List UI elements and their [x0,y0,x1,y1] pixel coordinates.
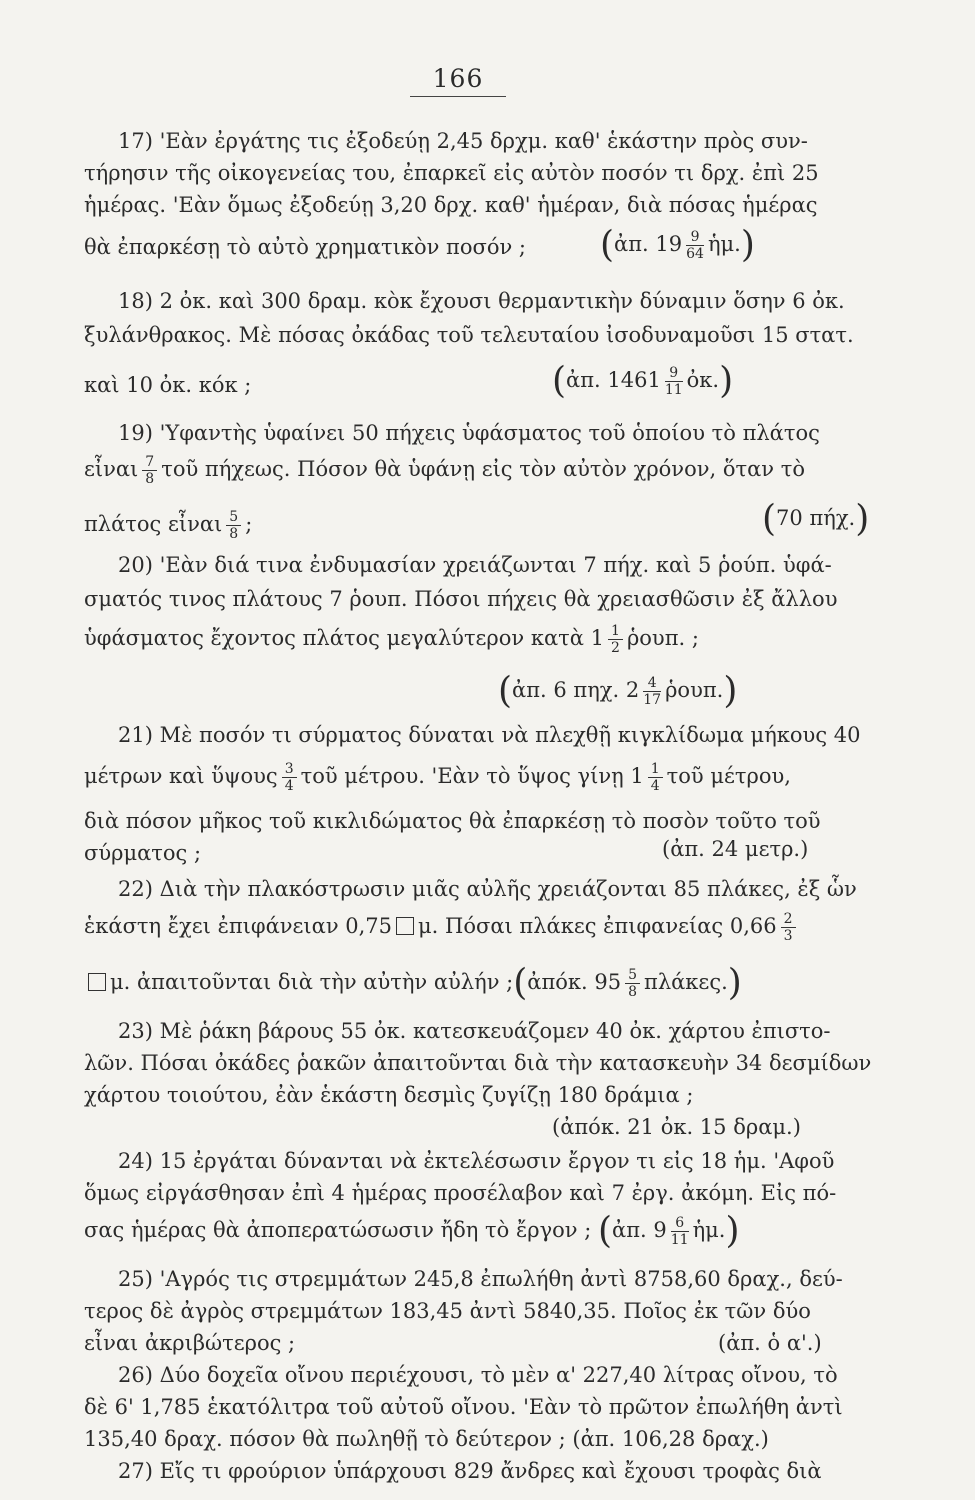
p21-fraction-1: $\frac{3}{4}$ [282,762,297,793]
p23-line-2: λῶν. Πόσαι ὀκάδες ῥακῶν ἀπαιτοῦνται διὰ τὴν κατασκευὴν 34 δεσμίδων [84,1051,872,1075]
square-symbol-icon [396,917,414,935]
p24-answer-fraction: $\frac{6}{11}$ [670,1215,689,1248]
p19-answer: (70 πήχ.) [762,498,870,540]
p26-line-2: δὲ 6' 1,785 ἑκατόλιτρα τοῦ αὐτοῦ οἴνου. 'Εὰν τὸ πρῶτον ἐπωλήθη ἀντὶ [84,1395,843,1419]
p25-line-3: εἶναι ἀκριβώτερος ; [84,1331,296,1355]
p21-line-3: διὰ πόσον μῆκος τοῦ κικλιδώματος θὰ ἐπαρκέσῃ τὸ ποσὸν τοῦτο τοῦ [84,809,821,833]
p22-line-2: ἑκάστη ἔχει ἐπιφάνειαν 0,75 μ. Πόσαι πλάκες ἐπιφανείας 0,66 $\frac{2}{3}$ [84,912,800,943]
p18-line-3: καὶ 10 ὀκ. κόκ ; [84,373,252,397]
p20-line-1: 20) 'Εὰν διά τινα ἐνδυμασίαν χρειάζωνται 7 πήχ. καὶ 5 ῥούπ. ὑφά- [118,553,832,577]
p18-answer-fraction: $\frac{9}{11}$ [664,365,683,398]
p26-line-1: 26) Δύο δοχεῖα οἴνου περιέχουσι, τὸ μὲν α' 227,40 λίτρας οἴνου, τὸ [118,1363,838,1387]
p17-answer-fraction: $\frac{9}{64}$ [686,229,704,262]
p17-answer: (ἀπ. 19 $\frac{9}{64}$ ἡμ.) [600,224,755,266]
p25-line-1: 25) 'Αγρός τις στρεμμάτων 245,8 ἐπωλήθη ἀντὶ 8758,60 δραχ., δεύ- [118,1267,843,1291]
p20-answer-fraction: $\frac{4}{17}$ [643,675,662,708]
p20-line-3: ὑφάσματος ἔχοντος πλάτος μεγαλύτερον κατὰ 1 $\frac{1}{2}$ ῥουπ. ; [84,623,699,656]
p24-line-3: σας ἡμέρας θὰ ἀποπερατώσωσιν ἤδη τὸ ἔργον ; (ἀπ. 9 $\frac{6}{11}$ ἡμ.) [84,1210,740,1252]
p20-line-2: σματός τινος πλάτους 7 ῥουπ. Πόσοι πήχεις θὰ χρειασθῶσιν ἐξ ἄλλου [84,587,838,611]
p24-line-1: 24) 15 ἐργάται δύνανται νὰ ἐκτελέσωσιν ἔργον τι εἰς 18 ἡμ. 'Αφοῦ [118,1149,835,1173]
p17-line-2: τήρησιν τῆς οἰκογενείας του, ἐπαρκεῖ εἰς αὐτὸν ποσόν τι δρχ. ἐπὶ 25 [84,161,819,185]
p20-answer: (ἀπ. 6 πηχ. 2 $\frac{4}{17}$ ῥουπ.) [498,670,738,712]
p18-answer: (ἀπ. 1461 $\frac{9}{11}$ ὀκ.) [552,360,734,402]
p17-line-1: 17) 'Εὰν ἐργάτης τις ἐξοδεύῃ 2,45 δρχμ. καθ' ἑκάστην πρὸς συν- [118,129,808,153]
p22-fraction: $\frac{2}{3}$ [781,912,796,943]
p21-line-1: 21) Μὲ ποσόν τι σύρματος δύναται νὰ πλεχθῇ κιγκλίδωμα μήκους 40 [118,723,861,747]
p22-line-3: μ. ἀπαιτοῦνται διὰ τὴν αὐτὴν αὐλήν ;(ἀπόκ. 95 $\frac{5}{8}$ πλάκες.) [84,968,742,999]
p25-line-2: τερος δὲ ἀγρὸς στρεμμάτων 183,45 ἀντὶ 5840,35. Ποῖος ἐκ τῶν δύο [84,1299,811,1323]
p18-line-2: ξυλάνθρακος. Μὲ πόσας ὀκάδας τοῦ τελευταίου ἰσοδυναμοῦσι 15 στατ. [84,323,854,347]
p19-fraction-2: $\frac{5}{8}$ [226,510,241,541]
p20-fraction: $\frac{1}{2}$ [608,624,623,655]
p21-line-2: μέτρων καὶ ὕψους $\frac{3}{4}$ τοῦ μέτρου. 'Εὰν τὸ ὕψος γίνῃ 1 $\frac{1}{4}$ τοῦ μέτρου, [84,761,791,794]
p17-line-4: θὰ ἐπαρκέσῃ τὸ αὐτὸ χρηματικὸν ποσόν ; [84,235,526,259]
page-number: 166 [410,64,506,97]
p17-line-3: ἡμέρας. 'Εὰν ὅμως ἐξοδεύῃ 3,20 δρχ. καθ' ἡμέραν, διὰ πόσας ἡμέρας [84,193,818,217]
p25-answer: (ἀπ. ὁ α'.) [718,1331,822,1355]
p19-line-2: εἶναι $\frac{7}{8}$ τοῦ πήχεως. Πόσον θὰ ὑφάνῃ εἰς τὸν αὐτὸν χρόνον, ὅταν τὸ [84,454,805,487]
p19-line-3: πλάτος εἶναι $\frac{5}{8}$ ; [84,509,253,542]
p21-answer: (ἀπ. 24 μετρ.) [662,837,809,861]
p21-fraction-2: $\frac{1}{4}$ [648,762,663,793]
p23-line-3: χάρτου τοιούτου, ἐὰν ἑκάστη δεσμὶς ζυγίζῃ 180 δράμια ; [84,1083,694,1107]
p21-line-4: σύρματος ; [84,841,202,865]
p26-line-3: 135,40 δραχ. πόσον θὰ πωληθῇ τὸ δεύτερον ; (ἀπ. 106,28 δραχ.) [84,1427,769,1451]
p19-line-1: 19) 'Υφαντὴς ὑφαίνει 50 πήχεις ὑφάσματος τοῦ ὁποίου τὸ πλάτος [118,421,820,445]
p22-answer-fraction: $\frac{5}{8}$ [625,968,640,999]
square-symbol-icon [88,973,106,991]
p18-line-1: 18) 2 ὀκ. καὶ 300 δραμ. κὸκ ἔχουσι θερμαντικὴν δύναμιν ὅσην 6 ὀκ. [118,289,845,313]
p23-answer: (ἀπόκ. 21 ὀκ. 15 δραμ.) [552,1115,801,1139]
p27-line-1: 27) Εἴς τι φρούριον ὑπάρχουσι 829 ἄνδρες καὶ ἔχουσι τροφὰς διὰ [118,1459,822,1483]
p24-line-2: ὅμως εἰργάσθησαν ἐπὶ 4 ἡμέρας προσέλαβον καὶ 7 ἐργ. ἀκόμη. Εἰς πό- [84,1181,837,1205]
p19-fraction-1: $\frac{7}{8}$ [142,455,157,486]
p23-line-1: 23) Μὲ ῥάκη βάρους 55 ὀκ. κατεσκευάζομεν 40 ὀκ. χάρτου ἐπιστο- [118,1019,831,1043]
p22-line-1: 22) Διὰ τὴν πλακόστρωσιν μιᾶς αὐλῆς χρειάζονται 85 πλάκες, ἐξ ὧν [118,877,857,901]
